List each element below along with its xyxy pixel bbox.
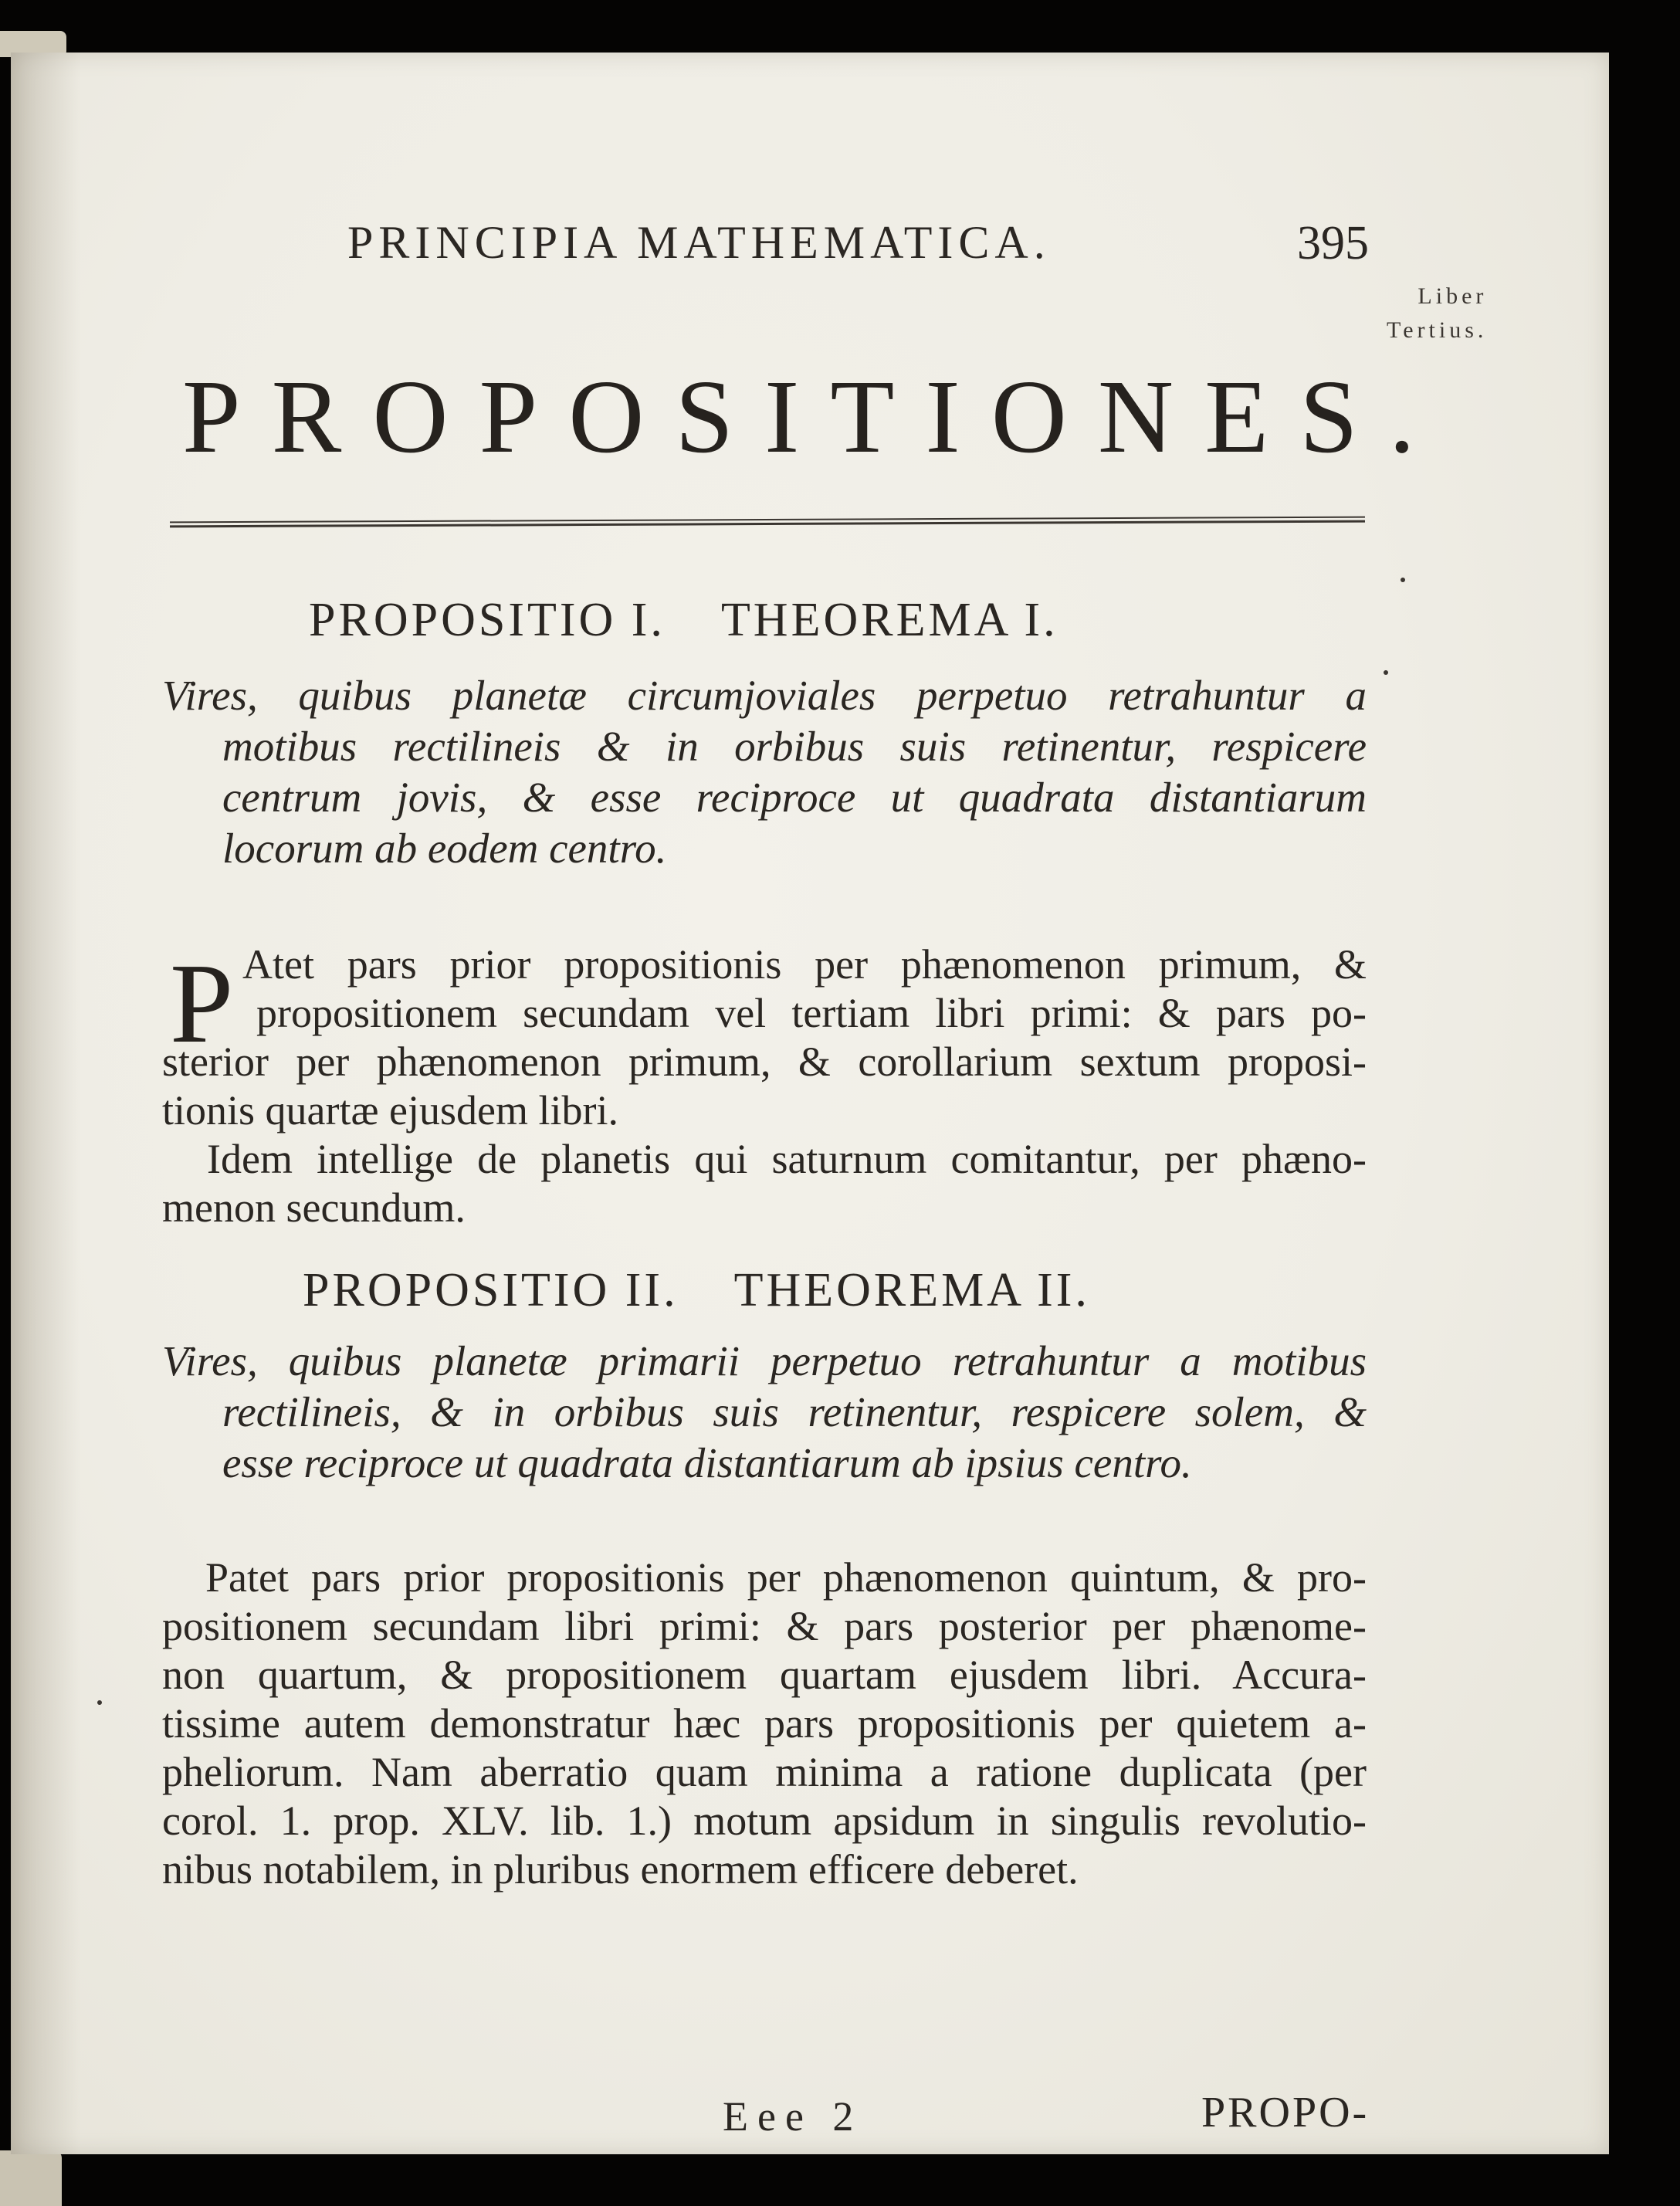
body-line: non quartum, & propositionem quartam ejusdem libri. Accura- — [162, 1652, 1367, 1698]
title-rule — [170, 517, 1365, 528]
proposition-1-statement — [162, 670, 1367, 874]
theorem-2-label: THEOREMA II. — [733, 1264, 1090, 1316]
drop-cap: P — [170, 940, 234, 1067]
signature-mark: Eee 2 — [723, 2093, 863, 2140]
body-line: propositionem secundam vel tertiam libri primi: & pars po- — [256, 990, 1367, 1036]
statement-line: Vires, quibus planetæ primarii perpetuo retrahuntur a motibus — [162, 1337, 1367, 1384]
statement-line: rectilineis, & in orbibus suis retinentur, respicere solem, & — [222, 1388, 1367, 1435]
main-title: PROPOSITIONES. — [182, 359, 1446, 475]
proposition-2-statement — [162, 1336, 1367, 1489]
body-line: nibus notabilem, in pluribus enormem efficere deberet. — [162, 1846, 1079, 1893]
running-title: PRINCIPIA MATHEMATICA. — [347, 217, 1051, 268]
body-line: positionem secundam libri primi: & pars posterior per phænome- — [162, 1603, 1367, 1649]
side-note-line: Liber — [1418, 283, 1488, 309]
proposition-2-body — [162, 1554, 1367, 1894]
body-line: tissime autem demonstratur hæc pars propositionis per quietem a- — [162, 1700, 1367, 1747]
body-line: tionis quartæ ejusdem libri. — [162, 1087, 618, 1133]
proposition-2-label: PROPOSITIO II. — [303, 1264, 679, 1316]
proposition-1-heading — [309, 593, 1058, 648]
ink-speck — [1384, 670, 1388, 675]
book-page — [11, 53, 1609, 2154]
body-line: pheliorum. Nam aberratio quam minima a ratione duplicata (per — [162, 1749, 1367, 1795]
side-note-line: Tertius. — [1387, 317, 1488, 343]
ink-speck — [97, 1700, 102, 1705]
proposition-1-body — [162, 940, 1367, 1232]
statement-line: Vires, quibus planetæ circumjoviales perpetuo retrahuntur a — [162, 672, 1367, 719]
body-line: sterior per phænomenon primum, & corollarium sextum proposi- — [162, 1039, 1367, 1085]
body-line: corol. 1. prop. XLV. lib. 1.) motum apsidum in singulis revolutio- — [162, 1798, 1367, 1844]
statement-line: esse reciproce ut quadrata distantiarum ab ipsius centro. — [222, 1439, 1192, 1486]
binding-edge-bottom — [0, 2150, 62, 2206]
side-note — [1387, 280, 1487, 347]
body-line: Atet pars prior propositionis per phænomenon primum, & — [242, 941, 1367, 988]
ink-speck — [1401, 578, 1405, 582]
proposition-2-heading — [303, 1263, 1090, 1318]
statement-line: locorum ab eodem centro. — [222, 825, 667, 872]
catchword: PROPO- — [1201, 2089, 1370, 2137]
body-line: Idem intellige de planetis qui saturnum comitantur, per phæno- — [207, 1136, 1367, 1182]
body-line: menon secundum. — [162, 1184, 466, 1231]
statement-line: motibus rectilineis & in orbibus suis retinentur, respicere — [222, 723, 1367, 770]
statement-line: centrum jovis, & esse reciproce ut quadrata distantiarum — [222, 774, 1367, 821]
theorem-1-label: THEOREMA I. — [720, 594, 1058, 646]
body-line: Patet pars prior propositionis per phænomenon quintum, & pro- — [205, 1554, 1367, 1601]
page-number: 395 — [1297, 217, 1369, 269]
proposition-1-label: PROPOSITIO I. — [309, 594, 666, 646]
